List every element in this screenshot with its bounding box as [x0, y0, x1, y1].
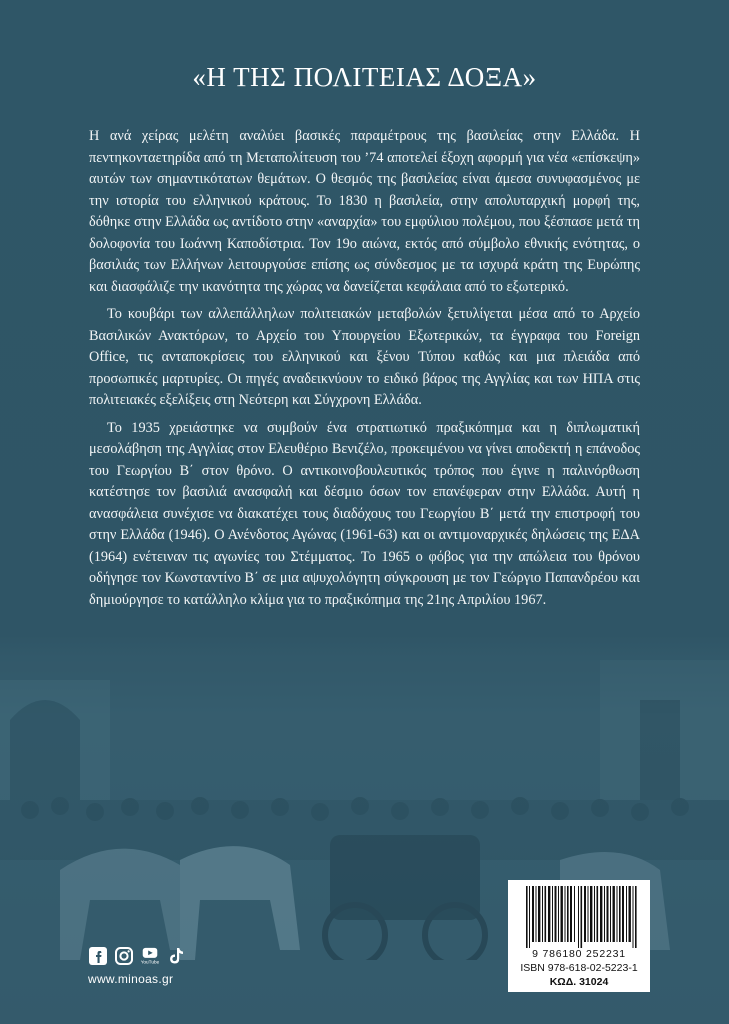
product-code: ΚΩΔ. 31024	[549, 976, 609, 988]
youtube-label: YouTube	[140, 960, 160, 966]
blurb-paragraph: Το 1935 χρειάστηκε να συμβούν ένα στρατιωτικό πραξικόπημα και η διπλωματική μεσολάβηση της Αγγλίας στον Ελευθέριο Βενιζέλο, προκειμένου να γίνει αποδεκτή η επάνοδος του Γεωργίου Β΄ στον θρόνο. Ο αντικοινοβουλευτικός τρόπος που έγινε η παλινόρθωση κατέστησε τον βασιλιά ανασφαλή και δέσμιο όσων τον επανέφεραν στην Ελλάδα. Αυτή η ανασφάλεια συνέχισε να διακατέχει τους διαδόχους του Γεωργίου Β΄ μετά την επιστροφή του στην Ελλάδα (1946). Ο Ανένδοτος Αγώνας (1961-63) και οι αντιμοναρχικές δηλώσεις της ΕΔΑ (1964) ενέτειναν τις αγωνίες του Στέμματος. Το 1965 ο φόβος για την απώλεια του θρόνου οδήγησε τον Κωνσταντίνο Β΄ σε μια αψυχολόγητη σύγκρουση με τον Γεώργιο Παπανδρέου και δημιούργησε το κατάλληλο κλίμα για το πραξικόπημα της 21ης Απριλίου 1967.	[89, 419, 640, 608]
social-icons	[88, 946, 186, 966]
barcode-image	[520, 886, 644, 948]
facebook-icon[interactable]	[88, 946, 108, 966]
book-title: «Η ΤΗΣ ΠΟΛΙΤΕΙΑΣ ΔΟΞΑ»	[192, 62, 537, 92]
barcode-number: 9 786180 252231	[532, 948, 626, 960]
blurb-paragraph: Η ανά χείρας μελέτη αναλύει βασικές παραμέτρους της βασιλείας στην Ελλάδα. Η πεντηκονταετηρίδα από τη Μεταπολίτευση του ’74 αποτελεί έξοχη αφορμή για νέα «επίσκεψη» αυτών των σημαντικότατων θεμάτων. Ο θεσμός της βασιλείας είναι άμεσα συνυφασμένος με την ιστορία του ελληνικού κράτους. Το 1830 η βασιλεία, στην απολυταρχική μορφή της, δόθηκε στην Ελλάδα ως αντίδοτο στην «αναρχία» του εμφύλιου πολέμου, που ξέσπασε μετά τη δολοφονία του Ιωάννη Καποδίστρια. Τον 19ο αιώνα, εκτός από σύμβολο εθνικής ενότητας, ο βασιλιάς των Ελλήνων λειτουργούσε επίσης ως σύνδεσμος με τα ισχυρά κράτη της Ευρώπης και διασφάλιζε την ικανότητα της χώρας να δανείζεται κεφάλαια από το εξωτερικό.	[89, 128, 640, 295]
tiktok-icon[interactable]	[166, 946, 186, 966]
publisher-website[interactable]: www.minoas.gr	[88, 972, 174, 986]
barcode-label	[508, 880, 650, 992]
blurb-paragraph: Το κουβάρι των αλλεπάλληλων πολιτειακών μεταβολών ξετυλίγεται μέσα από το Αρχείο Βασιλικών Ανακτόρων, το Αρχείο του Υπουργείου Εξωτερικών, τα έγγραφα του Foreign Office, τις ανταποκρίσεις του ελληνικού και ξένου Τύπου καθώς και μια πλειάδα από προσωπικές μαρτυρίες. Οι πηγές αναδεικνύουν το ειδικό βάρος της Αγγλίας και των ΗΠΑ στις πολιτειακές εξελίξεις στη Νεότερη και Σύγχρονη Ελλάδα.	[89, 306, 640, 408]
instagram-icon[interactable]	[114, 946, 134, 966]
isbn-number: ISBN 978-618-02-5223-1	[520, 962, 638, 974]
youtube-icon[interactable]	[140, 946, 160, 966]
blurb-text	[89, 126, 640, 617]
